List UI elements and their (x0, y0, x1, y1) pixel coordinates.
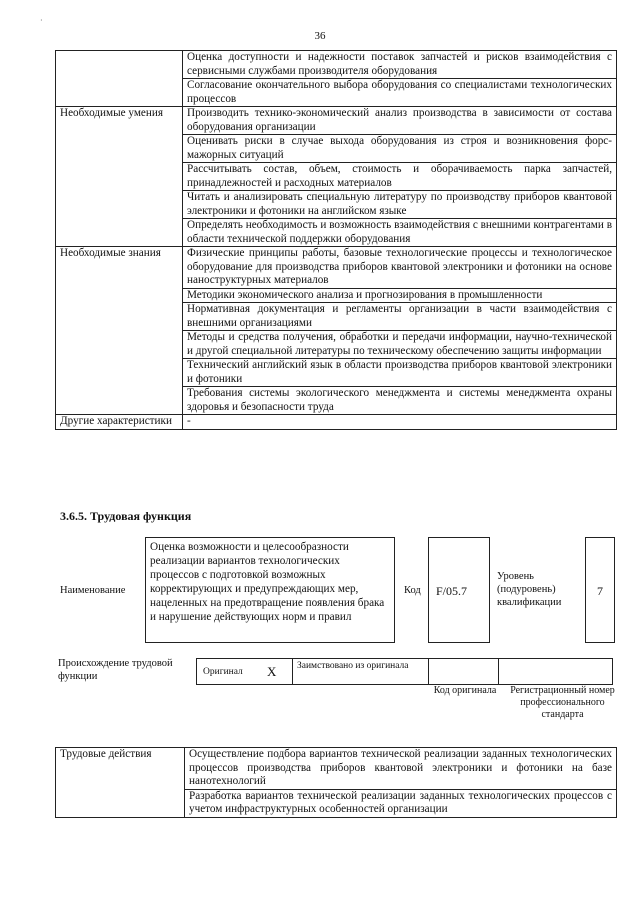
row-label-actions: Трудовые действия (56, 748, 185, 818)
section-title: 3.6.5. Трудовая функция (60, 509, 192, 523)
table-cell: Разработка вариантов технической реализации заданных технологических процессов с учетом инфраструктурных особенностей организации (185, 789, 617, 817)
table-cell: Технический английский язык в области производства приборов квантовой электроники и фотоники (183, 359, 617, 387)
labor-actions-table (55, 747, 617, 818)
corner-mark: · (40, 16, 43, 25)
table-cell: Осуществление подбора вариантов технической реализации заданных технологических процессов производства приборов квантовой электроники и фотоники на базе нанотехнологий (185, 748, 617, 790)
row-label (56, 51, 183, 107)
code-value: F/05.7 (436, 584, 468, 598)
level-box (585, 537, 615, 643)
origin-reg-cell (499, 659, 613, 685)
table-row (56, 748, 617, 790)
table-cell: Нормативная документация и регламенты организации в части взаимодействия с внешними организациями (183, 303, 617, 331)
table-cell: Требования системы экологического менеджмента и системы менеджмента охраны здоровья и безопасности труда (183, 387, 617, 415)
table-row (56, 247, 617, 289)
table-row (56, 51, 617, 79)
table-row (56, 415, 617, 430)
row-label-skills: Необходимые умения (56, 107, 183, 247)
name-label: Наименование (60, 585, 126, 596)
original-cell (197, 659, 293, 685)
table-cell: Читать и анализировать специальную литературу по производству приборов квантовой электроники и фотоники на английском языке (183, 191, 617, 219)
row-label-knowledge: Необходимые знания (56, 247, 183, 415)
original-label: Оригинал (203, 667, 243, 677)
code-label: Код (404, 585, 421, 596)
table-cell: Методики экономического анализа и прогнозирования в промышленности (183, 288, 617, 303)
table-cell: Определять необходимость и возможность взаимодействия с внешними контрагентами в области технической поддержки оборудования (183, 219, 617, 247)
table-cell: Согласование окончательного выбора оборудования со специалистами технологических процессов (183, 79, 617, 107)
row-label-other: Другие характеристики (56, 415, 183, 430)
table-cell: Физические принципы работы, базовые технологические процессы и технологическое оборудование для производства приборов квантовой электроники и фотоники на основе наноструктурных материалов (183, 247, 617, 289)
code-box (428, 537, 490, 643)
level-label: Уровень (подуровень) квалификации (497, 571, 562, 608)
page-number: 36 (314, 30, 326, 42)
skills-knowledge-table (55, 50, 617, 430)
level-value: 7 (597, 584, 603, 598)
table-cell: Оценивать риски в случае выхода оборудования из строя и возникновения форс-мажорных ситуаций (183, 135, 617, 163)
reg-caption: Регистрационный номер профессионального стандарта (510, 685, 615, 720)
function-name-box: Оценка возможности и целесообразности реализации вариантов технологических процессов с подготовкой возможных корректирующих и предупреждающих мер, нацеленных на предотвращение появления брака и нарушение действующих норм и правил (145, 537, 395, 643)
table-cell: Оценка доступности и надежности поставок запчастей и рисков взаимодействия с сервисными службами производителя оборудования (183, 51, 617, 79)
table-cell: Рассчитывать состав, объем, стоимость и оборачиваемость парка запчастей, принадлежностей и расходных материалов (183, 163, 617, 191)
borrowed-cell: Заимствовано из оригинала (293, 659, 429, 685)
code-caption: Код оригинала (433, 685, 497, 696)
origin-label: Происхождение трудовой функции (58, 658, 173, 682)
origin-table (196, 658, 613, 685)
origin-code-cell (429, 659, 499, 685)
table-cell: Производить технико-экономический анализ производства в зависимости от состава оборудования организации (183, 107, 617, 135)
original-mark: X (267, 664, 277, 679)
table-cell: Методы и средства получения, обработки и передачи информации, научно-технической и другой специальной литературы по техническому обеспечению защиты информации (183, 331, 617, 359)
table-row (56, 107, 617, 135)
table-cell: - (183, 415, 617, 430)
